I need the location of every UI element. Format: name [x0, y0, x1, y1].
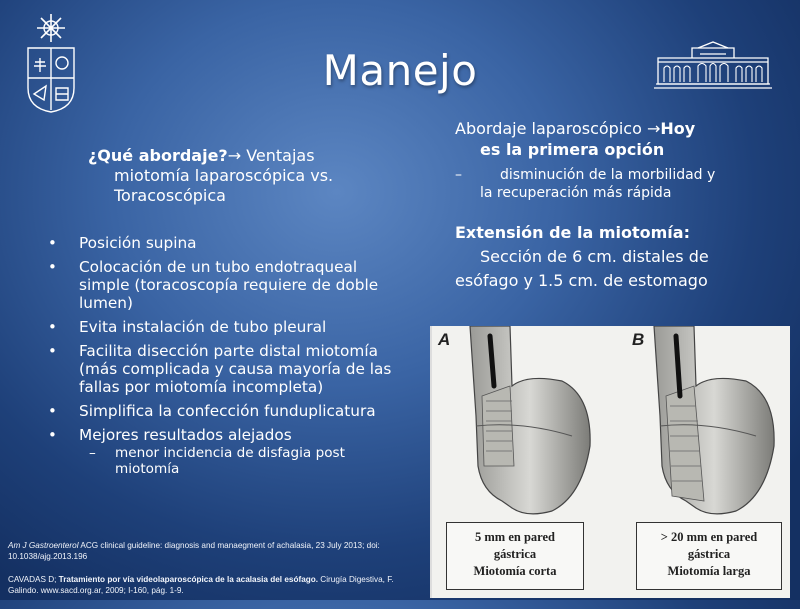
panel-b-stomach — [654, 326, 774, 514]
list-item-text: Simplifica la confección funduplicatura — [79, 402, 376, 420]
extension-line-2: esófago y 1.5 cm. de estomago — [455, 271, 708, 290]
arrow-right-icon: → — [646, 119, 661, 138]
list-item — [50, 402, 405, 420]
question-bold: ¿Qué abordaje? — [88, 146, 228, 165]
advantages-list — [50, 234, 405, 483]
myotomy-figure — [430, 326, 790, 598]
list-item — [50, 234, 405, 252]
list-item — [50, 426, 405, 477]
caption-a-line-3: Miotomía corta — [473, 564, 557, 578]
extension-line-1: Sección de 6 cm. distales de — [480, 247, 709, 266]
question-heading — [88, 146, 388, 206]
list-item-text: Colocación de un tubo endotraqueal simple (toracoscopía requiere de doble lumen) — [79, 258, 379, 312]
approach-sub-line-2: la recuperación más rápida — [480, 185, 672, 201]
slide-title: Manejo — [322, 46, 478, 95]
approach-sub-line-1: disminución de la morbilidad y — [500, 167, 716, 183]
list-item-text: Facilita disección parte distal miotomía (más complicada y causa mayoría de las fallas por miotomía incompleta) — [79, 342, 392, 396]
approach-sub-item — [455, 166, 790, 202]
question-rest: Ventajas — [241, 146, 315, 165]
sub-list-item: – menor incidencia de disfagia post miotomía — [79, 445, 405, 477]
caption-a-line-2: gástrica — [493, 547, 537, 561]
list-item — [50, 318, 405, 336]
list-item — [50, 342, 405, 396]
list-item-text: Posición supina — [79, 234, 197, 252]
caption-b — [636, 522, 782, 590]
arrow-right-icon: → — [227, 146, 242, 165]
caption-b-line-2: gástrica — [687, 547, 731, 561]
reference-2-author: CAVADAS D; — [8, 575, 59, 584]
list-item-text: Evita instalación de tubo pleural — [79, 318, 327, 336]
figure-label-b: B — [632, 330, 645, 349]
approach-continuation: es la primera opción — [480, 140, 665, 159]
list-item-text: Mejores resultados alejados — [79, 426, 292, 444]
right-column — [455, 118, 790, 293]
caption-a — [446, 522, 584, 590]
caption-b-line-1: > 20 mm en pared — [660, 530, 758, 544]
reference-1-journal: Am J Gastroenterol — [8, 541, 79, 550]
reference-2-title: Tratamiento por vía videolaparoscópica de la acalasia del esófago. — [58, 575, 319, 584]
approach-text: Abordaje laparoscópico — [455, 119, 647, 138]
sub-list — [79, 445, 405, 477]
approach-heading — [455, 118, 790, 160]
extension-heading: Extensión de la miotomía: — [455, 223, 690, 242]
caption-a-line-1: 5 mm en pared — [475, 530, 555, 544]
extension-block — [455, 221, 790, 293]
reference-2 — [8, 575, 408, 596]
reference-1 — [8, 541, 408, 562]
reference-2-text: Cirugía Digestiva, F. Galindo. www.sacd.org.ar, 2009; I-160, pág. 1-9. — [8, 575, 394, 595]
figure-label-a: A — [438, 330, 451, 349]
question-continuation: miotomía laparoscópica vs. Toracoscópica — [114, 166, 334, 205]
panel-a-stomach — [470, 326, 590, 514]
caption-b-line-3: Miotomía larga — [667, 564, 751, 578]
list-item — [50, 258, 405, 312]
references — [8, 541, 408, 609]
approach-bold: Hoy — [660, 119, 696, 138]
reference-1-text: ACG clinical guideline: diagnosis and manaegment of achalasia, 23 July 2013; doi: 10.1038/ajg.2013.196 — [8, 541, 380, 561]
